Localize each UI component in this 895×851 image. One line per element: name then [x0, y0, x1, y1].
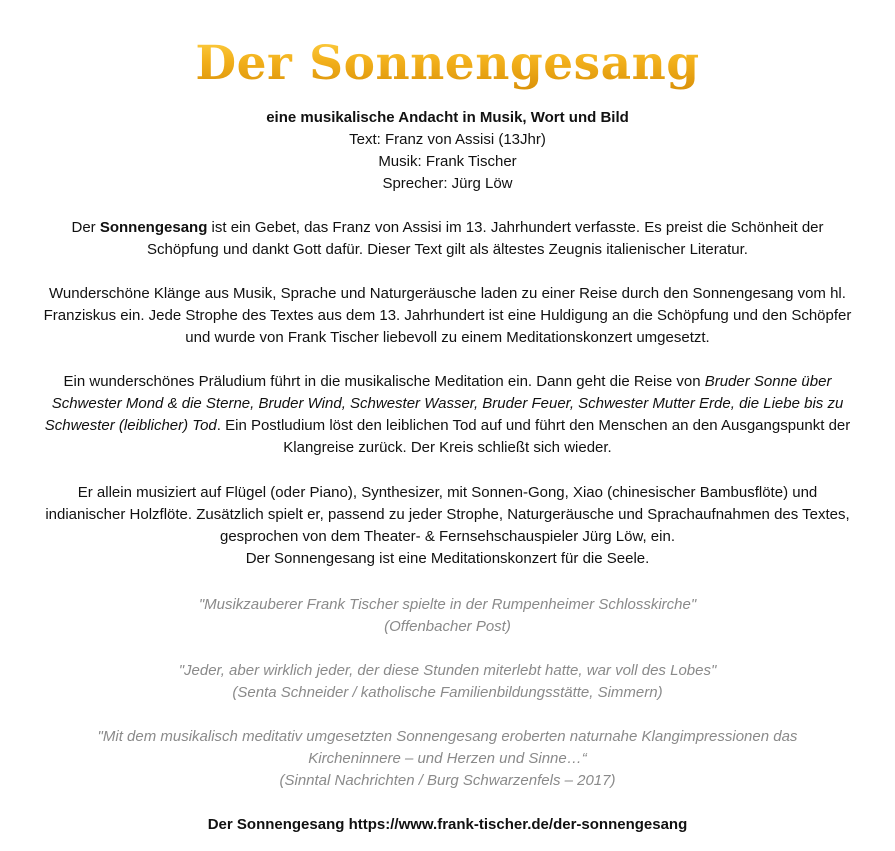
quote-2	[40, 660, 855, 704]
quote-1	[40, 594, 855, 638]
journey-rest: . Ein Postludium löst den leiblichen Tod auf und führt den Menschen an den Ausgangspunkt der Klangreise zurück. Der Kreis schließt sich wieder.	[216, 417, 851, 456]
text-credit: Text: Franz von Assisi (13Jhr)	[349, 131, 546, 148]
journey-paragraph	[40, 371, 855, 459]
instruments-closing: Der Sonnengesang ist eine Meditationskonzert für die Seele.	[245, 550, 650, 567]
intro-bold-term: Sonnengesang	[99, 219, 208, 236]
music-credit: Musik: Frank Tischer	[378, 153, 517, 170]
intro-paragraph	[40, 217, 855, 261]
quote-3	[60, 726, 835, 792]
footer	[40, 814, 855, 836]
instruments-text: Er allein musiziert auf Flügel (oder Piano), Synthesizer, mit Sonnen-Gong, Xiao (chinesischer Bambusflöte) und indianischer Holzflöte. Zusätzlich spielt er, passend zu jeder Strophe, Naturgeräusche und Sprachaufnahmen des Textes, gesprochen von dem Theater- & Fernsehschauspieler Jürg Löw, ein.	[45, 484, 850, 545]
quote-source: (Offenbacher Post)	[384, 618, 511, 635]
intro-start: Der	[71, 219, 100, 236]
quote-text: "Jeder, aber wirklich jeder, der diese Stunden miterlebt hatte, war voll des Lobes"	[178, 662, 717, 679]
instruments-paragraph	[40, 482, 855, 570]
header-block	[40, 107, 855, 195]
description-text: Wunderschöne Klänge aus Musik, Sprache und Naturgeräusche laden zu einer Reise durch den Sonnengesang vom hl. Franziskus ein. Jede Strophe des Textes aus dem 13. Jahrhundert ist eine Huldigung an die Schöpfung und den Schöpfer und wurde von Frank Tischer liebevoll zu einem Meditationskonzert umgesetzt.	[43, 285, 852, 346]
intro-rest: ist ein Gebet, das Franz von Assisi im 13. Jahrhundert verfasste. Es preist die Schönheit der Schöpfung und dankt Gott dafür. Dieser Text gilt als ältestes Zeugnis italienischer Literatur.	[147, 219, 824, 258]
quote-text: "Mit dem musikalisch meditativ umgesetzten Sonnengesang eroberten naturnahe Klangimpressionen das Kircheninnere – und Herzen und Sinne…“	[97, 728, 798, 767]
quote-source: (Senta Schneider / katholische Familienbildungsstätte, Simmern)	[232, 684, 663, 701]
subtitle: eine musikalische Andacht in Musik, Wort und Bild	[266, 109, 629, 126]
description-paragraph	[40, 283, 855, 349]
speaker-credit: Sprecher: Jürg Löw	[382, 175, 513, 192]
journey-start: Ein wunderschönes Präludium führt in die musikalische Meditation ein. Dann geht die Reise von	[63, 373, 705, 390]
quote-source: (Sinntal Nachrichten / Burg Schwarzenfels – 2017)	[279, 772, 616, 789]
journey-italic: Bruder Sonne über Schwester Mond & die Sterne, Bruder Wind, Schwester Wasser, Bruder Feuer, Schwester Mutter Erde, die Liebe bis zu Schwester (leiblicher) Tod	[44, 373, 844, 434]
quote-text: "Musikzauberer Frank Tischer spielte in der Rumpenheimer Schlosskirche"	[198, 596, 697, 613]
page-title: Der Sonnengesang	[0, 34, 895, 94]
footer-label: Der Sonnengesang	[207, 816, 345, 833]
footer-link[interactable]: https://www.frank-tischer.de/der-sonnengesang	[348, 816, 688, 833]
